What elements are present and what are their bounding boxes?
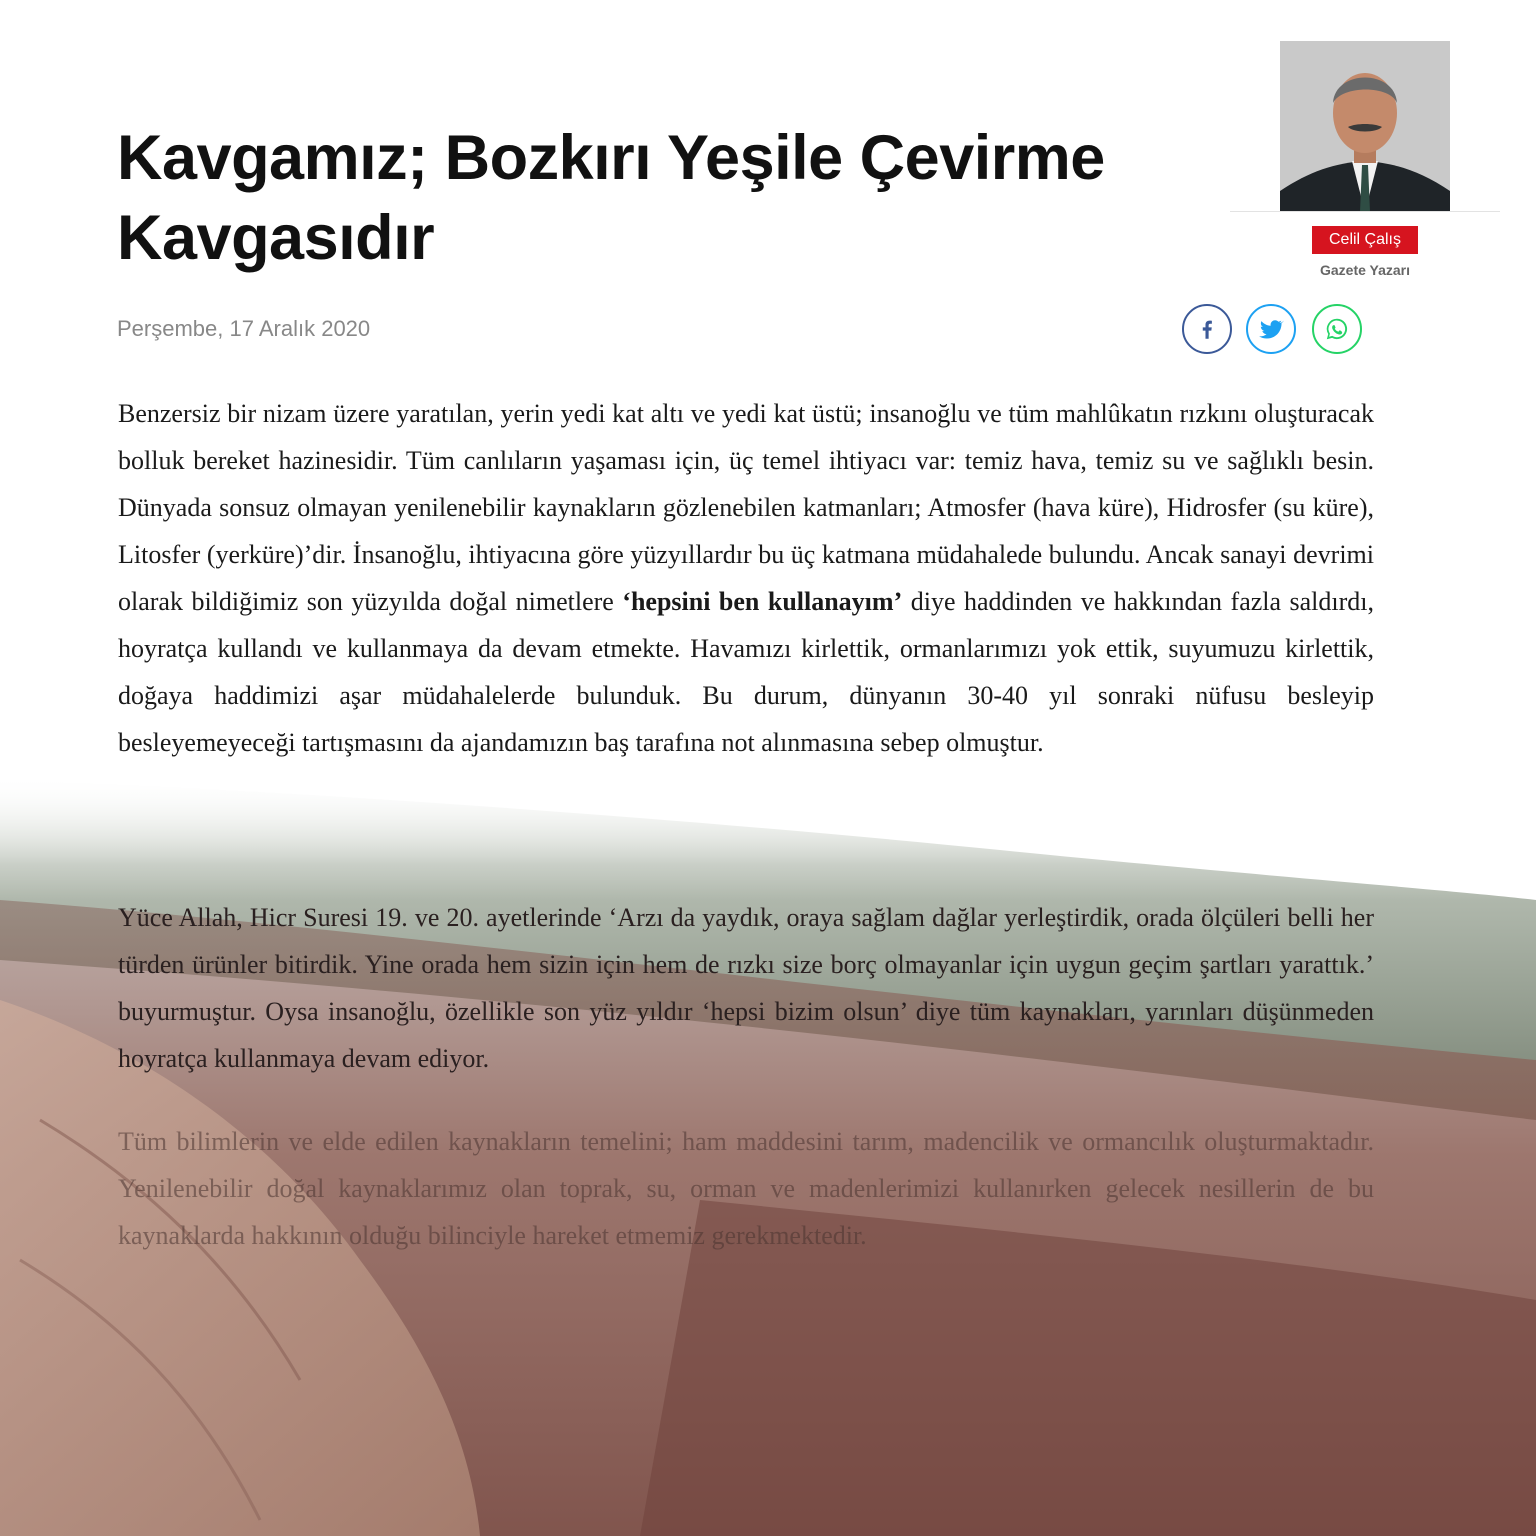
author-divider: [1230, 211, 1500, 212]
article-date: Perşembe, 17 Aralık 2020: [117, 316, 371, 341]
share-whatsapp-button[interactable]: [1312, 304, 1362, 354]
facebook-icon: [1194, 316, 1220, 342]
author-photo[interactable]: [1280, 41, 1450, 212]
article-paragraph-1: [118, 390, 1374, 766]
share-facebook-button[interactable]: [1182, 304, 1232, 354]
paragraph-text: diye haddinden ve hakkından fazla saldırdı, hoyratça kullandı ve kullanmaya da devam etmekte. Havamızı kirlettik, ormanlarımızı yok ettik, suyumuzu kirlettik, doğaya haddimizi aşar müdahalelerde bulunduk. Bu durum, dünyanın 30-40 yıl sonraki nüfusu besleyip besleyemeyeceği tartışmasını da ajandamızın baş tarafına not alınmasına sebep olmuştur.: [118, 587, 1375, 757]
article-title: Kavgamız; Bozkırı Yeşile Çevirme Kavgasıdır: [117, 123, 1105, 273]
whatsapp-icon: [1324, 316, 1350, 342]
twitter-icon: [1258, 316, 1284, 342]
author-role: Gazete Yazarı: [1319, 262, 1411, 278]
article-paragraph-2: Yüce Allah, Hicr Suresi 19. ve 20. ayetlerinde ‘Arzı da yaydık, oraya sağlam dağlar yerleştirdik, orada ölçüleri belli her türden ürünler bitirdik. Yine orada hem sizin için hem de rızkı size borç olmayanlar için uygun geçim şartları yarattık.’ buyurmuştur. Oysa insanoğlu, özellikle son yüz yıldır ‘hepsi bizim olsun’ diye tüm kaynakları, yarınları düşünmeden hoyratça kullanmaya devam ediyor.: [118, 903, 1374, 1073]
author-name-badge[interactable]: Celil Çalış: [1312, 226, 1418, 254]
paragraph-text: Benzersiz bir nizam üzere yaratılan, yerin yedi kat altı ve yedi kat üstü; insanoğlu ve tüm mahlûkatın rızkını oluşturacak bolluk bereket hazinesidir. Tüm canlıların yaşaması için, üç temel ihtiyacı var: temiz hava, temiz su ve sağlıklı besin. Dünyada sonsuz olmayan yenilenebilir kaynakların gözlenebilen katmanları; Atmosfer (hava küre), Hidrosfer (su küre), Litosfer (yerküre)’dir. İnsanoğlu, ihtiyacına göre yüzyıllardır bu üç katmana müdahalede bulundu. Ancak sanayi devrimi olarak bildiğimiz son yüzyılda doğal nimetlere: [118, 399, 1374, 616]
paragraph-emphasis: ‘hepsini ben kullanayım’: [622, 587, 903, 616]
article-paragraph-3: Tüm bilimlerin ve elde edilen kaynakların temelini; ham maddesini tarım, madencilik ve ormancılık oluşturmaktadır. Yenilenebilir doğal kaynaklarımız olan toprak, su, orman ve madenlerimizi kullanırken gelecek nesillerin de bu kaynaklarda hakkının olduğu bilinciyle hareket etmemiz gerekmektedir.: [118, 1127, 1374, 1250]
share-twitter-button[interactable]: [1246, 304, 1296, 354]
